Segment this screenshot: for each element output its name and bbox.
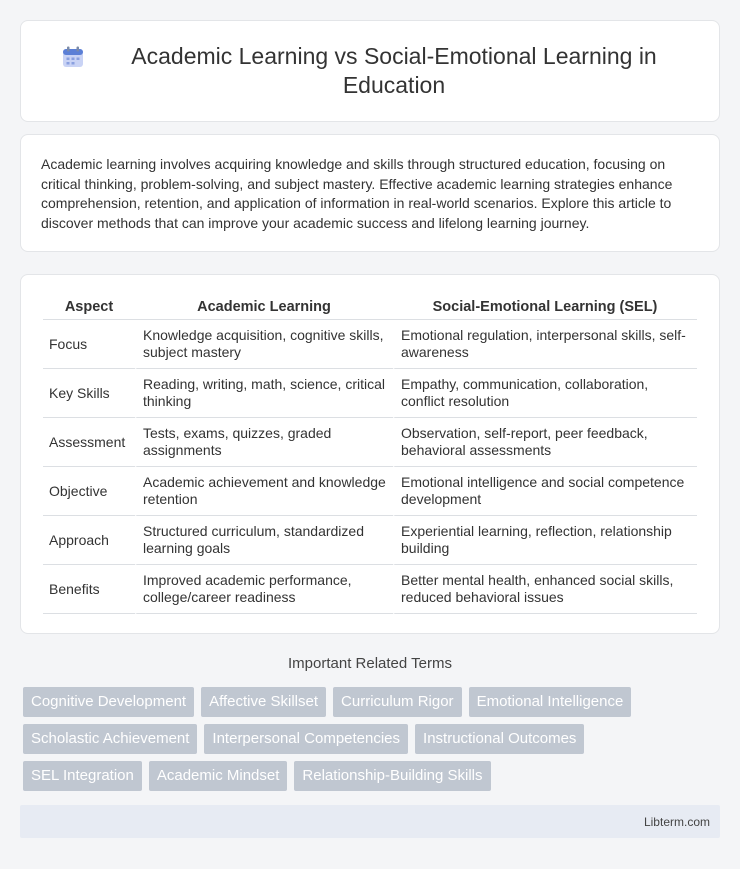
title-wrap xyxy=(61,42,679,100)
sel-cell: Observation, self-report, peer feedback, behavioral assessments xyxy=(393,418,697,467)
sel-cell: Emotional regulation, interpersonal skills, self-awareness xyxy=(393,320,697,369)
tag-cognitive-development[interactable]: Cognitive Development xyxy=(23,687,194,717)
aspect-cell: Benefits xyxy=(43,565,135,614)
aspect-cell: Key Skills xyxy=(43,369,135,418)
table-header-row xyxy=(43,295,697,320)
tag-row xyxy=(23,761,723,791)
table-row xyxy=(43,418,697,467)
footer xyxy=(20,805,720,838)
sel-cell: Empathy, communication, collaboration, conflict resolution xyxy=(393,369,697,418)
aspect-cell: Approach xyxy=(43,516,135,565)
intro-paragraph: Academic learning involves acquiring knowledge and skills through structured education, focusing on critical thinking, problem-solving, and subject mastery. Effective academic learning strategies enhance comprehension, retention, and application of information in real-world scenarios. Explore this article to discover methods that can improve your academic success and lifelong learning journey. xyxy=(41,156,673,231)
tag-relationship-building-skills[interactable]: Relationship-Building Skills xyxy=(294,761,490,791)
tag-emotional-intelligence[interactable]: Emotional Intelligence xyxy=(469,687,632,717)
table-row xyxy=(43,516,697,565)
page-title: Academic Learning vs Social-Emotional Learning in Education xyxy=(131,43,657,98)
academic-cell: Improved academic performance, college/career readiness xyxy=(135,565,393,614)
intro-card xyxy=(20,134,720,252)
table-row xyxy=(43,565,697,614)
sel-cell: Emotional intelligence and social competence development xyxy=(393,467,697,516)
tag-instructional-outcomes[interactable]: Instructional Outcomes xyxy=(415,724,584,754)
calendar-icon xyxy=(61,45,85,69)
tag-row xyxy=(23,687,723,717)
tag-curriculum-rigor[interactable]: Curriculum Rigor xyxy=(333,687,462,717)
academic-cell: Structured curriculum, standardized learning goals xyxy=(135,516,393,565)
tag-interpersonal-competencies[interactable]: Interpersonal Competencies xyxy=(204,724,408,754)
academic-cell: Tests, exams, quizzes, graded assignments xyxy=(135,418,393,467)
related-terms-heading: Important Related Terms xyxy=(288,655,452,672)
header-sel: Social-Emotional Learning (SEL) xyxy=(393,295,697,320)
aspect-cell: Focus xyxy=(43,320,135,369)
tag-affective-skillset[interactable]: Affective Skillset xyxy=(201,687,326,717)
comparison-table xyxy=(43,295,697,614)
aspect-cell: Assessment xyxy=(43,418,135,467)
footer-site-link[interactable]: Libterm.com xyxy=(643,815,710,829)
sel-cell: Better mental health, enhanced social skills, reduced behavioral issues xyxy=(393,565,697,614)
tag-academic-mindset[interactable]: Academic Mindset xyxy=(149,761,288,791)
table-row xyxy=(43,467,697,516)
academic-cell: Knowledge acquisition, cognitive skills, subject mastery xyxy=(135,320,393,369)
header-aspect: Aspect xyxy=(43,295,135,320)
header-academic: Academic Learning xyxy=(135,295,393,320)
table-row xyxy=(43,320,697,369)
tag-sel-integration[interactable]: SEL Integration xyxy=(23,761,142,791)
tag-row xyxy=(23,724,723,754)
sel-cell: Experiential learning, reflection, relationship building xyxy=(393,516,697,565)
table-row xyxy=(43,369,697,418)
related-terms-tags xyxy=(23,687,723,798)
academic-cell: Academic achievement and knowledge retention xyxy=(135,467,393,516)
title-card xyxy=(20,20,720,122)
comparison-table-card xyxy=(20,274,720,634)
tag-scholastic-achievement[interactable]: Scholastic Achievement xyxy=(23,724,197,754)
aspect-cell: Objective xyxy=(43,467,135,516)
academic-cell: Reading, writing, math, science, critical thinking xyxy=(135,369,393,418)
